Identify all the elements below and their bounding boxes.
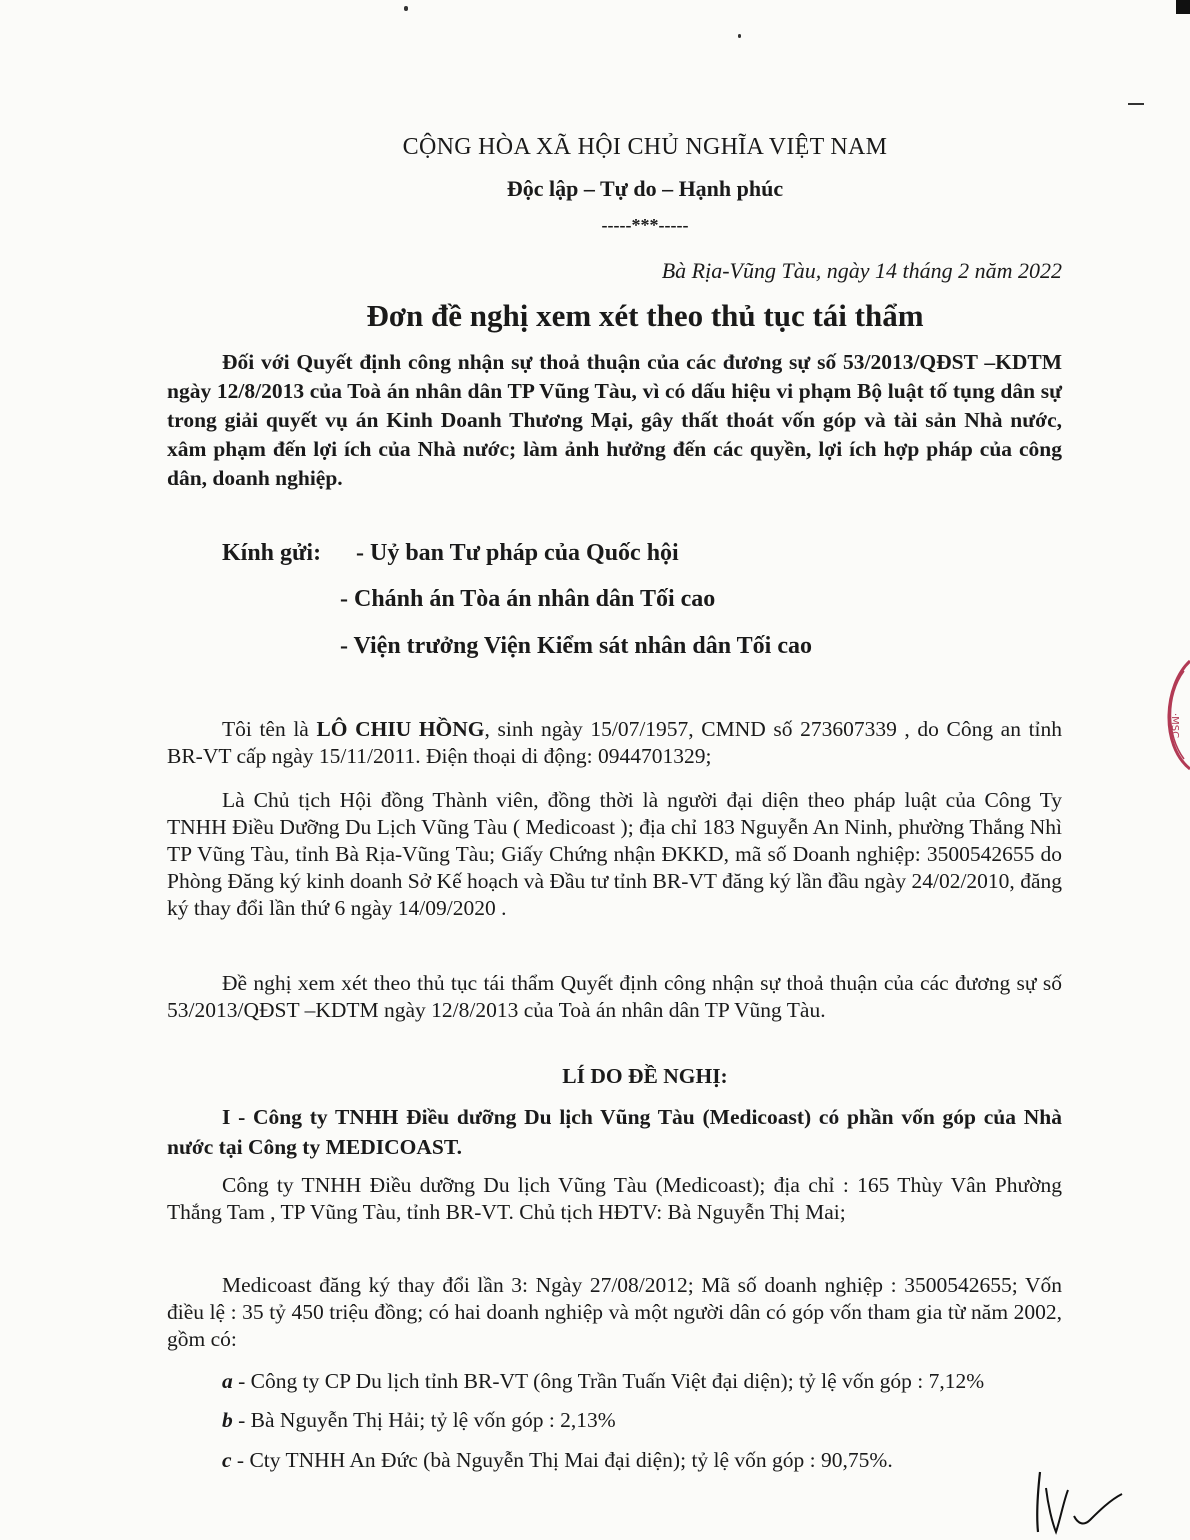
- scan-edge-mark: [1176, 0, 1190, 14]
- reasons-heading: LÍ DO ĐỀ NGHỊ:: [562, 1064, 728, 1088]
- applicant-details: , sinh ngày 15/07/1957, CMND số 273607339 , do Công an tỉnh BR-VT cấp ngày 15/11/2011. Điện thoại di động: 0944701329;: [167, 717, 1063, 768]
- list-item: [222, 1448, 893, 1473]
- motto-heading: Độc lập – Tự do – Hạnh phúc: [506, 176, 784, 201]
- list-item-label: a: [222, 1369, 233, 1393]
- scan-dash-mark: [1128, 103, 1144, 105]
- scan-dot-mark: [404, 6, 408, 11]
- list-item-label: b: [222, 1408, 233, 1432]
- list-item-text: - Công ty CP Du lịch tỉnh BR-VT (ông Trần Tuấn Việt đại diện); tỷ lệ vốn góp : 7,12%: [232, 1369, 985, 1393]
- section-1-title: I - Công ty TNHH Điều dưỡng Du lịch Vũng Tàu (Medicoast) có phần vốn góp của Nhà nước tại Công ty MEDICOAST.: [167, 1105, 1062, 1159]
- handwritten-initial: [1018, 1460, 1138, 1540]
- paragraph-request: Đề nghị xem xét theo thủ tục tái thẩm Quyết định công nhận sự thoả thuận của các đương sự số 53/2013/QĐST –KDTM ngày 12/8/2013 của Toà án nhân dân TP Vũng Tàu.: [167, 971, 1062, 1022]
- list-item-label: c: [222, 1448, 232, 1472]
- stamp-mark: [1150, 655, 1190, 775]
- paragraph-company: Là Chủ tịch Hội đồng Thành viên, đồng thời là người đại diện theo pháp luật của Công Ty TNHH Điều Dưỡng Du Lịch Vũng Tàu ( Medicoast ); địa chỉ 183 Nguyễn An Ninh, phường Thắng Nhì TP Vũng Tàu, tỉnh Bà Rịa-Vũng Tàu; Giấy Chứng nhận ĐKKD, mã số Doanh nghiệp: 3500542655 do Phòng Đăng ký kinh doanh Sở Kế hoạch và Đầu tư tỉnh BR-VT đăng ký lần đầu ngày 24/02/2010, đăng ký thay đổi lần thứ 6 ngày 14/09/2020 .: [167, 788, 1062, 920]
- list-item-text: - Cty TNHH An Đức (bà Nguyễn Thị Mai đại diện); tỷ lệ vốn góp : 90,75%.: [231, 1448, 893, 1472]
- document-subject: Đối với Quyết định công nhận sự thoả thuận của các đương sự số 53/2013/QĐST –KDTM ngày 12/8/2013 của Toà án nhân dân TP Vũng Tàu, vì có dấu hiệu vi phạm Bộ luật tố tụng dân sự trong giải quyết vụ án Kinh Doanh Thương Mại, gây thất thoát vốn góp và tài sản Nhà nước, xâm phạm đến lợi ích của Nhà nước; làm ảnh hưởng đến các quyền, lợi ích hợp pháp của công dân, doanh nghiệp.: [167, 350, 1062, 490]
- applicant-name: LÔ CHIU HỒNG: [316, 717, 485, 741]
- recipient-item: - Viện trưởng Viện Kiểm sát nhân dân Tối cao: [340, 633, 812, 659]
- paragraph-registration: Medicoast đăng ký thay đổi lần 3: Ngày 27/08/2012; Mã số doanh nghiệp : 3500542655; Vốn điều lệ : 35 tỷ 450 triệu đồng; có hai doanh nghiệp và một người dân có góp vốn tham gia từ năm 2002, gồm có:: [167, 1273, 1062, 1351]
- paragraph-applicant: [167, 716, 1062, 770]
- header-separator: -----***-----: [601, 215, 689, 235]
- svg-text:·MSC: ·MSC: [1169, 713, 1180, 739]
- list-item-text: - Bà Nguyễn Thị Hải; tỷ lệ vốn góp : 2,13%: [232, 1408, 616, 1432]
- list-item: [222, 1408, 616, 1433]
- scan-dot-mark: [738, 34, 741, 38]
- list-item: [222, 1369, 984, 1394]
- recipient-item: - Chánh án Tòa án nhân dân Tối cao: [340, 586, 716, 612]
- recipients-label: Kính gửi:: [222, 540, 322, 566]
- nation-heading: CỘNG HÒA XÃ HỘI CHỦ NGHĨA VIỆT NAM: [402, 134, 888, 160]
- dateline: Bà Rịa-Vũng Tàu, ngày 14 tháng 2 năm 2022: [661, 258, 1062, 283]
- paragraph-medicoast-info: Công ty TNHH Điều dưỡng Du lịch Vũng Tàu (Medicoast); địa chỉ : 165 Thùy Vân Phường Thắng Tam , TP Vũng Tàu, tỉnh BR-VT. Chủ tịch HĐTV: Bà Nguyễn Thị Mai;: [167, 1173, 1062, 1224]
- recipient-item: - Uỷ ban Tư pháp của Quốc hội: [356, 540, 679, 566]
- applicant-prefix: Tôi tên là: [222, 717, 317, 741]
- document-title: Đơn đề nghị xem xét theo thủ tục tái thẩm: [366, 298, 924, 333]
